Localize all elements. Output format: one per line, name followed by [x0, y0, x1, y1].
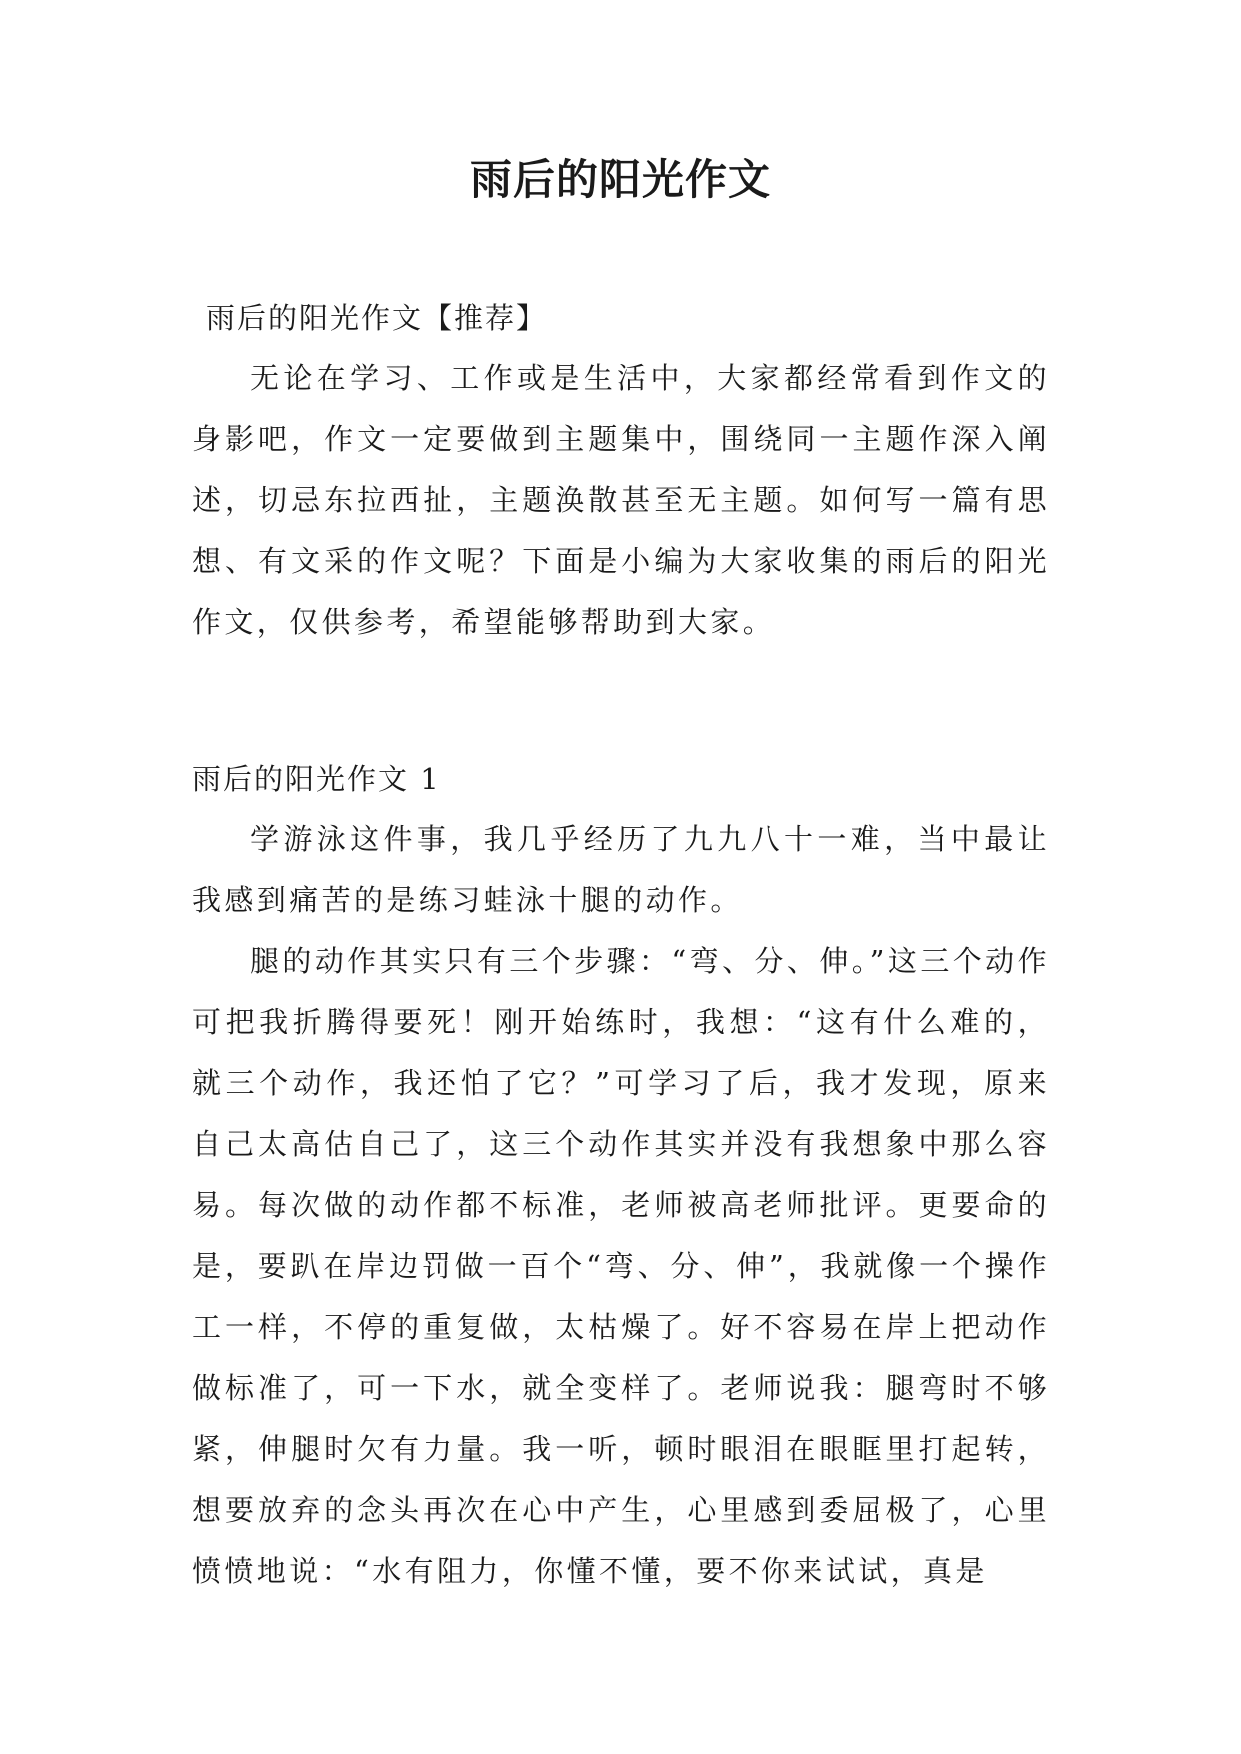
document-title: 雨后的阳光作文 — [469, 155, 771, 204]
document-subtitle: 雨后的阳光作文【推荐】 — [206, 301, 548, 335]
intro-paragraph: 无论在学习、工作或是生活中，大家都经常看到作文的身影吧，作文一定要做到主题集中，围绕同一主题作深入阐述，切忌东拉西扯，主题涣散甚至无主题。如何写一篇有思想、有文采的作文呢？下面是小编为大家收集的雨后的阳光作文，仅供参考，希望能够帮助到大家。 — [192, 361, 1050, 639]
document-body — [192, 288, 1050, 1602]
section-heading: 雨后的阳光作文 1 — [192, 762, 441, 796]
body-paragraph: 腿的动作其实只有三个步骤：“弯、分、伸。”这三个动作可把我折腾得要死！刚开始练时，我想：“这有什么难的，就三个动作，我还怕了它？”可学习了后，我才发现，原来自己太高估自己了，这三个动作其实并没有我想象中那么容易。每次做的动作都不标准，老师被高老师批评。更要命的是，要趴在岸边罚做一百个“弯、分、伸”，我就像一个操作工一样，不停的重复做，太枯燥了。好不容易在岸上把动作做标准了，可一下水，就全变样了。老师说我：腿弯时不够紧，伸腿时欠有力量。我一听，顿时眼泪在眼眶里打起转，想要放弃的念头再次在心中产生，心里感到委屈极了，心里愤愤地说：“水有阻力，你懂不懂，要不你来试试，真是 — [192, 944, 1050, 1588]
body-paragraph: 学游泳这件事，我几乎经历了九九八十一难，当中最让我感到痛苦的是练习蛙泳十腿的动作。 — [192, 822, 1050, 917]
